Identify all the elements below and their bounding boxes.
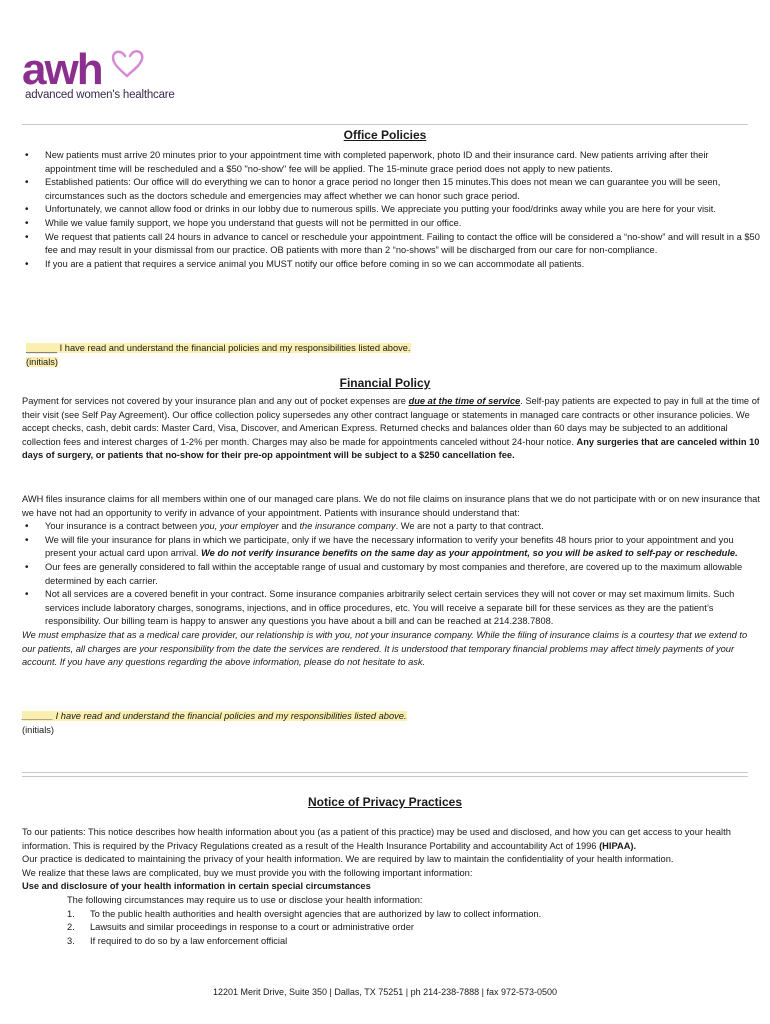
list-item: • While we value family support, we hope you understand that guests will not be permitted in our office. bbox=[22, 217, 762, 231]
list-item: • We will file your insurance for plans in which we participate, only if we have the necessary information to verify your benefits 48 hours prior to your appointment and you present your actual card upon arrival. We do not verify insurance benefits on the same day as your appointment, so you will be asked to self-pay or reschedule. bbox=[22, 534, 762, 561]
logo-tagline: advanced women's healthcare bbox=[25, 89, 175, 101]
privacy-body bbox=[22, 826, 762, 948]
financial-text: . Self-pay patients are expected to pay in full at the time of their visit (see Self Pay Agreement). Our office collection policy supersedes any other contract language or statements in managed care contracts or other insurance policies. We accept checks, cash, debit cards: Master Card, Visa, Discover, and American Express. Returned checks and balances older than 60 days may be subjected to an additional collection fees and interest charges of 1-2% per month. Charges may also be made for appointments canceled without 24-hour notice. bbox=[22, 396, 760, 447]
office-ack-text[interactable]: ______ I have read and understand the financial policies and my responsibilities listed above. bbox=[26, 343, 411, 353]
privacy-text: We realize that these laws are complicated, buy we must provide you with the following important information: bbox=[22, 867, 473, 878]
financial-policy-title: Financial Policy bbox=[339, 376, 431, 390]
office-acknowledgement bbox=[26, 342, 766, 369]
list-item: • We request that patients call 24 hours in advance to cancel or reschedule your appointment. Failing to contact the office will be considered a “no-show” and will result in a $50 fee and may result in your dismissal from our practice. OB patients with more than 2 “no-shows” will be discharged from our care for non-compliance. bbox=[22, 231, 762, 258]
hipaa-text: (HIPAA). bbox=[599, 840, 637, 851]
due-at-service-text: due at the time of service bbox=[408, 396, 521, 406]
financial-paragraph-2 bbox=[22, 493, 762, 670]
list-item: 1. To the public health authorities and health oversight agencies that are authorized by law to collect information. bbox=[67, 908, 542, 919]
privacy-subheading: Use and disclosure of your health information in certain special circumstances bbox=[22, 881, 371, 892]
privacy-text: To our patients: This notice describes how health information about you (as a patient of this practice) may be used and disclosed, and how you can get access to your health information. This is required by the Privacy Regulations created as a result of the Health Insurance Portability and accountability Act of 1996 bbox=[22, 827, 731, 851]
list-item: • Not all services are a covered benefit in your contract. Some insurance companies arbitrarily select certain services they will not cover or may set maximum limits. Such services include laboratory charges, sonograms, injections, and in office procedures, etc. You will receive a separate bill for these services as they are the patient’s responsibility. Our billing team is happy to answer any questions you have about a bill and can be reached at 214.238.7808. bbox=[22, 588, 762, 629]
list-item: • Established patients: Our office will do everything we can to honor a grace period no longer then 15 minutes.This does not mean we can guarantee you will be seen, circumstances such as the doctors schedule and emergencies may affect whether we can honor such grace period. bbox=[22, 176, 762, 203]
office-policies-title: Office Policies bbox=[343, 128, 427, 142]
financial-ack-text[interactable]: ______ I have read and understand the financial policies and my responsibilities listed above. bbox=[22, 711, 407, 721]
list-item: • Your insurance is a contract between you, your employer and the insurance company. We are not a party to that contract. bbox=[22, 520, 762, 534]
financial-initials-label: (initials) bbox=[22, 724, 55, 735]
privacy-text: The following circumstances may require us to use or disclose your health information: bbox=[67, 894, 423, 905]
header-divider bbox=[22, 124, 748, 125]
financial-emphasis: We must emphasize that as a medical care provider, our relationship is with you, not your insurance company. While the filing of insurance claims is a courtesy that we extend to our patients, all charges are your responsibility from the date the services are rendered. It is understood that temporary financial problems may affect timely payments of your account. If you have any questions regarding the above information, please do not hesitate to ask. bbox=[22, 629, 748, 668]
office-initials-label: (initials) bbox=[26, 356, 59, 367]
privacy-text: Our practice is dedicated to maintaining the privacy of your health information. We are required by law to maintain the confidentiality of your health information. bbox=[22, 854, 674, 865]
logo-wordmark bbox=[22, 46, 182, 90]
financial-paragraph-1 bbox=[22, 395, 762, 463]
section-divider bbox=[22, 776, 748, 777]
list-item: • If you are a patient that requires a service animal you MUST notify our office before coming in so we can accommodate all patients. bbox=[22, 258, 762, 272]
financial-text: AWH files insurance claims for all members within one of our managed care plans. We do not file claims on insurance plans that we do not participate with or on new insurance that we have not had an opportunity to verify in advance of your appointment. Patients with insurance should understand that: bbox=[22, 494, 760, 518]
privacy-notice-title: Notice of Privacy Practices bbox=[307, 795, 463, 809]
list-item: 3. If required to do so by a law enforcement official bbox=[67, 935, 288, 946]
heart-icon bbox=[113, 51, 142, 76]
section-divider bbox=[22, 772, 748, 773]
financial-text: Payment for services not covered by your insurance plan and any out of pocket expenses are bbox=[22, 396, 409, 406]
page-footer: 12201 Merit Drive, Suite 350 | Dallas, TX 75251 | ph 214-238-7888 | fax 972-573-0500 bbox=[212, 987, 558, 997]
list-item: • New patients must arrive 20 minutes prior to your appointment time with completed paperwork, photo ID and their insurance card. New patients arriving after their appointment time will be rescheduled and a $50 "no-show" fee will be applied. The 15-minute grace period does not apply to new patients. bbox=[22, 149, 762, 176]
office-policies-list bbox=[22, 149, 762, 271]
logo-text: awh bbox=[22, 46, 102, 90]
awh-logo bbox=[22, 46, 192, 104]
list-item: • Unfortunately, we cannot allow food or drinks in our lobby due to numerous spills. We appreciate you putting your food/drinks away while you are here for your visit. bbox=[22, 203, 762, 217]
list-item: • Our fees are generally considered to fall within the acceptable range of usual and customary by most companies and therefore, are covered up to the maximum allowable determined by each carrier. bbox=[22, 561, 762, 588]
financial-acknowledgement bbox=[22, 710, 762, 737]
cancellation-fee-text: Any surgeries that are canceled within 10 days of surgery, or patients that no-show for their pre-op appointment will be subject to a $250 cancellation fee. bbox=[22, 436, 760, 461]
list-item: 2. Lawsuits and similar proceedings in response to a court or administrative order bbox=[67, 922, 414, 933]
